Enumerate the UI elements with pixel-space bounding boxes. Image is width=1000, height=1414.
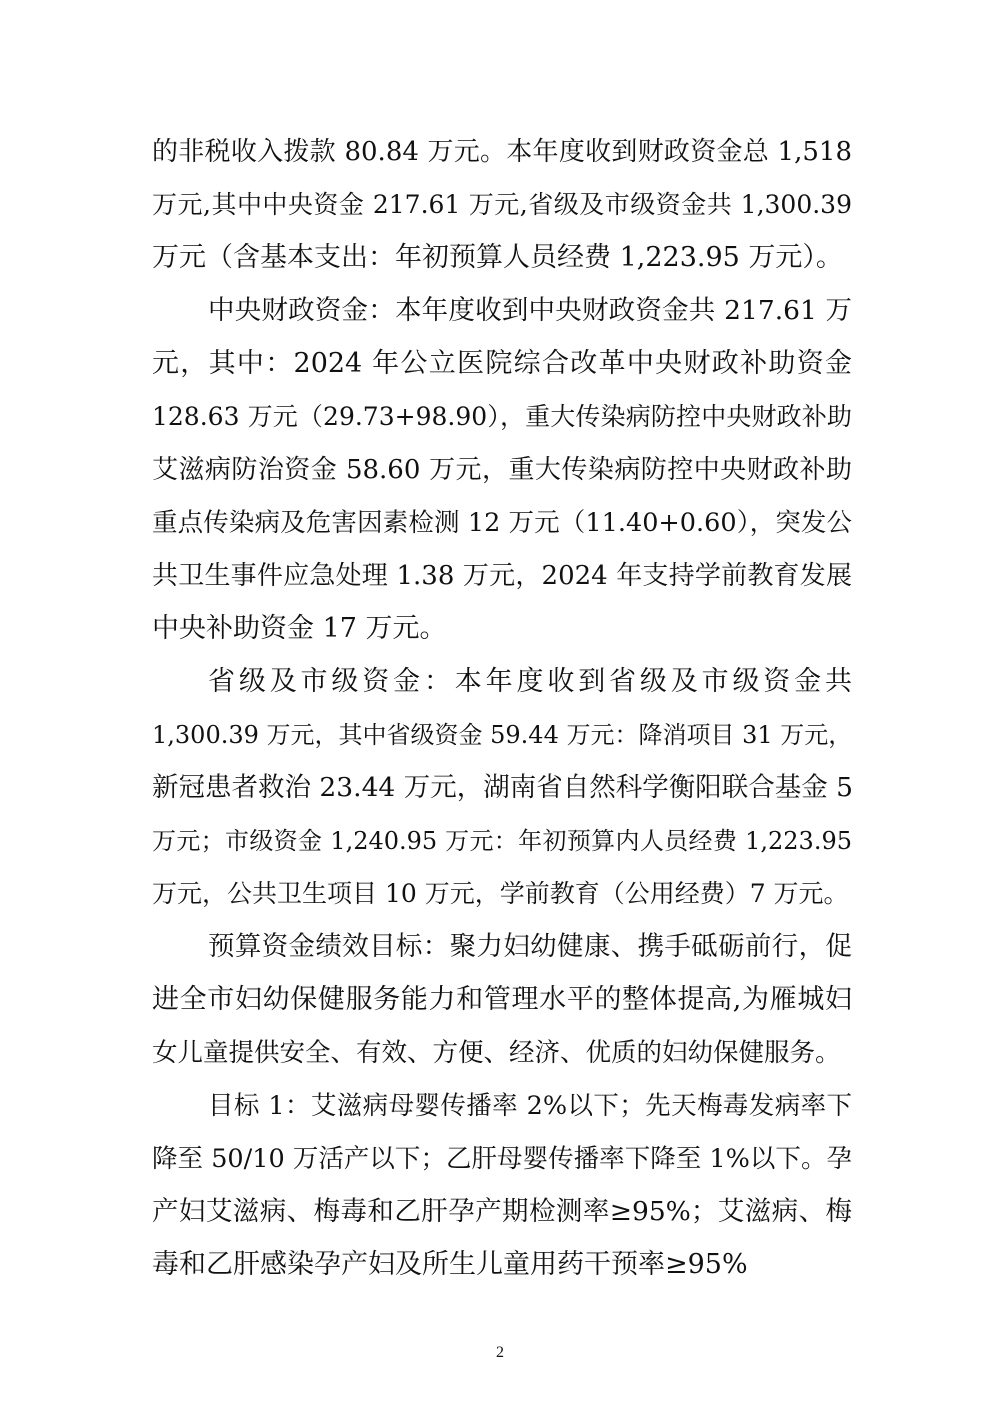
text-line: 万元；市级资金 1,240.95 万元：年初预算内人员经费 1,223.95 bbox=[152, 827, 852, 855]
text-line: 共卫生事件应急处理 1.38 万元，2024 年支持学前教育发展 bbox=[152, 561, 852, 591]
text-line: 万元，公共卫生项目 10 万元，学前教育（公用经费）7 万元。 bbox=[152, 879, 849, 908]
page-number: 2 bbox=[496, 1344, 504, 1361]
text-line: 中央补助资金 17 万元。 bbox=[152, 613, 447, 644]
text-line: 元，其中：2024 年公立医院综合改革中央财政补助资金 bbox=[152, 348, 852, 379]
text-line: 预算资金绩效目标：聚力妇幼健康、携手砥砺前行，促 bbox=[208, 931, 852, 962]
text-line: 降至 50/10 万活产以下；乙肝母婴传播率下降至 1%以下。孕 bbox=[152, 1144, 852, 1174]
text-line: 进全市妇幼保健服务能力和管理水平的整体提高,为雁城妇 bbox=[152, 984, 852, 1015]
text-line: 产妇艾滋病、梅毒和乙肝孕产期检测率≥95%；艾滋病、梅 bbox=[152, 1196, 852, 1227]
text-line: 1,300.39 万元，其中省级资金 59.44 万元：降消项目 31 万元， bbox=[152, 721, 853, 749]
text-line: 艾滋病防治资金 58.60 万元，重大传染病防控中央财政补助 bbox=[152, 455, 852, 485]
text-line: 万元（含基本支出：年初预算人员经费 1,223.95 万元）。 bbox=[152, 242, 843, 273]
text-line: 重点传染病及危害因素检测 12 万元（11.40+0.60），突发公 bbox=[152, 508, 852, 538]
text-line: 新冠患者救治 23.44 万元，湖南省自然科学衡阳联合基金 5 bbox=[152, 772, 853, 803]
text-line: 万元,其中中央资金 217.61 万元,省级及市级资金共 1,300.39 bbox=[152, 190, 852, 219]
text-line: 的非税收入拨款 80.84 万元。本年度收到财政资金总 1,518 bbox=[152, 137, 852, 167]
text-line: 女儿童提供安全、有效、方便、经济、优质的妇幼保健服务。 bbox=[152, 1038, 841, 1068]
text-line: 省级及市级资金：本年度收到省级及市级资金共 bbox=[208, 666, 852, 697]
text-line: 128.63 万元（29.73+98.90），重大传染病防控中央财政补助 bbox=[152, 402, 852, 431]
text-line: 中央财政资金：本年度收到中央财政资金共 217.61 万 bbox=[208, 295, 852, 326]
text-line: 目标 1：艾滋病母婴传播率 2%以下；先天梅毒发病率下 bbox=[208, 1091, 852, 1121]
text-line: 毒和乙肝感染孕产妇及所生儿童用药干预率≥95% bbox=[152, 1249, 748, 1280]
